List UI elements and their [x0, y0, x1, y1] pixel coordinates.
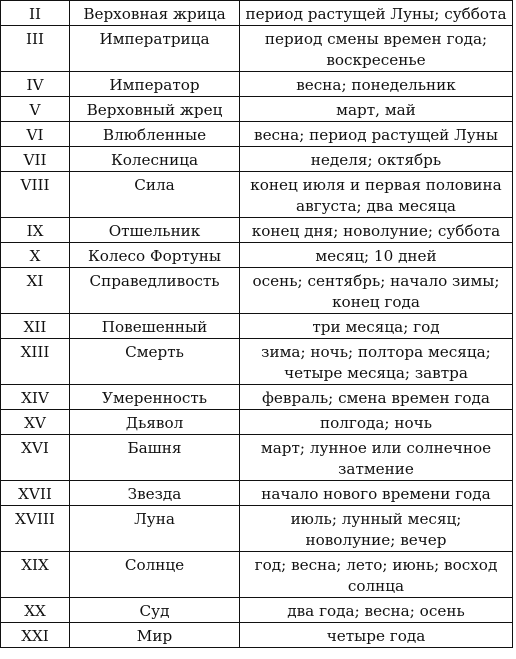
table-row — [1, 598, 513, 623]
arcana-name: Звезда — [70, 481, 240, 506]
table-row — [1, 243, 513, 268]
table-row — [1, 97, 513, 122]
arcana-number: VIII — [1, 172, 70, 218]
table-row — [1, 506, 513, 552]
arcana-timing: весна; период растущей Луны — [240, 122, 513, 147]
table-row — [1, 481, 513, 506]
arcana-number: III — [1, 26, 70, 72]
arcana-name: Повешенный — [70, 314, 240, 339]
arcana-timing: осень; сентябрь; начало зимы; конец года — [240, 268, 513, 314]
arcana-timing: неделя; октябрь — [240, 147, 513, 172]
arcana-timing: три месяца; год — [240, 314, 513, 339]
arcana-number: XVII — [1, 481, 70, 506]
table-row — [1, 268, 513, 314]
arcana-name: Отшельник — [70, 218, 240, 243]
arcana-timing: начало нового времени года — [240, 481, 513, 506]
arcana-timing: февраль; смена времен года — [240, 385, 513, 410]
arcana-name: Сила — [70, 172, 240, 218]
arcana-timing: период растущей Луны; суббота — [240, 1, 513, 26]
arcana-number: V — [1, 97, 70, 122]
table-row — [1, 26, 513, 72]
arcana-name: Суд — [70, 598, 240, 623]
table-row — [1, 385, 513, 410]
arcana-number: IX — [1, 218, 70, 243]
arcana-name: Дьявол — [70, 410, 240, 435]
arcana-number: XI — [1, 268, 70, 314]
arcana-name: Мир — [70, 623, 240, 648]
arcana-timing: четыре года — [240, 623, 513, 648]
arcana-timing: год; весна; лето; июнь; восход солнца — [240, 552, 513, 598]
arcana-timing: весна; понедельник — [240, 72, 513, 97]
arcana-name: Влюбленные — [70, 122, 240, 147]
arcana-name: Колесница — [70, 147, 240, 172]
arcana-name: Колесо Фортуны — [70, 243, 240, 268]
table-row — [1, 147, 513, 172]
arcana-number: X — [1, 243, 70, 268]
arcana-number: XX — [1, 598, 70, 623]
table-row — [1, 218, 513, 243]
arcana-number: XIII — [1, 339, 70, 385]
arcana-number: VII — [1, 147, 70, 172]
table-row — [1, 339, 513, 385]
table-row — [1, 552, 513, 598]
arcana-number: XV — [1, 410, 70, 435]
arcana-name: Верховный жрец — [70, 97, 240, 122]
arcana-timing: март, май — [240, 97, 513, 122]
arcana-name: Справедливость — [70, 268, 240, 314]
arcana-number: II — [1, 1, 70, 26]
arcana-name: Верховная жрица — [70, 1, 240, 26]
arcana-name: Император — [70, 72, 240, 97]
table-row — [1, 72, 513, 97]
arcana-number: XII — [1, 314, 70, 339]
arcana-number: VI — [1, 122, 70, 147]
table-row — [1, 1, 513, 26]
arcana-number: XVI — [1, 435, 70, 481]
arcana-timing: конец дня; новолуние; суббота — [240, 218, 513, 243]
table-row — [1, 410, 513, 435]
arcana-number: XIX — [1, 552, 70, 598]
arcana-timing: июль; лунный месяц; новолуние; вечер — [240, 506, 513, 552]
arcana-timing: март; лунное или солнечное затмение — [240, 435, 513, 481]
arcana-name: Смерть — [70, 339, 240, 385]
table-row — [1, 122, 513, 147]
table-row — [1, 172, 513, 218]
arcana-name: Императрица — [70, 26, 240, 72]
arcana-number: XIV — [1, 385, 70, 410]
arcana-number: XXI — [1, 623, 70, 648]
arcana-timing: зима; ночь; полтора месяца; четыре месяца; завтра — [240, 339, 513, 385]
table-row — [1, 623, 513, 648]
arcana-name: Луна — [70, 506, 240, 552]
arcana-number: XVIII — [1, 506, 70, 552]
arcana-timing: период смены времен года; воскресенье — [240, 26, 513, 72]
arcana-name: Башня — [70, 435, 240, 481]
table-row — [1, 435, 513, 481]
arcana-timing: конец июля и первая половина августа; два месяца — [240, 172, 513, 218]
arcana-timing: два года; весна; осень — [240, 598, 513, 623]
arcana-name: Солнце — [70, 552, 240, 598]
table-body — [1, 0, 513, 648]
arcana-name: Умеренность — [70, 385, 240, 410]
arcana-number: IV — [1, 72, 70, 97]
table-row — [1, 314, 513, 339]
arcana-timing: месяц; 10 дней — [240, 243, 513, 268]
arcana-timing: полгода; ночь — [240, 410, 513, 435]
